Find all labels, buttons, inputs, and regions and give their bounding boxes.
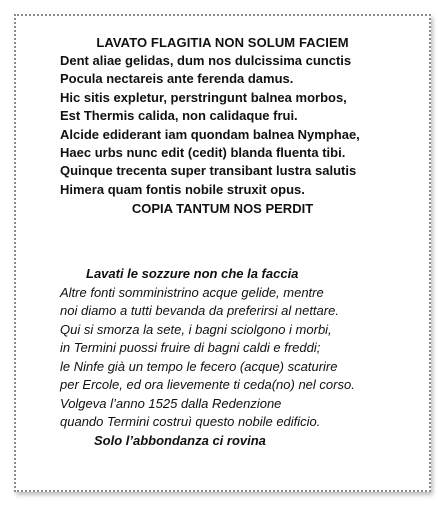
italian-line: per Ercole, ed ora lievemente ti ceda(no) nel corso. (60, 377, 355, 392)
latin-line: Himera quam fontis nobile struxit opus. (60, 181, 305, 197)
inscription-content (16, 16, 429, 490)
latin-line: Quinque trecenta super transibant lustra salutis (60, 163, 357, 179)
latin-line: Est Thermis calida, non calidaque frui. (60, 108, 298, 124)
italian-line: in Termini puossi fruire di bagni caldi e freddi; (60, 340, 321, 355)
italian-line: Volgeva l’anno 1525 dalla Redenzione (60, 395, 282, 411)
inscription-frame (14, 14, 431, 492)
latin-line: Hic sitis expletur, perstringunt balnea morbos, (60, 89, 347, 105)
italian-line: noi diamo a tutti bevanda da preferirsi al nettare. (60, 303, 339, 318)
latin-title: LAVATO FLAGITIA NON SOLUM FACIEM (96, 35, 349, 50)
latin-line: Dent aliae gelidas, dum nos dulcissima cunctis (60, 53, 352, 68)
latin-line: Pocula nectareis ante ferenda damus. (60, 71, 294, 87)
italian-line: Qui si smorza la sete, i bagni sciolgono i morbi, (60, 321, 332, 337)
italian-title: Lavati le sozzure non che la faccia (86, 266, 299, 281)
latin-line: Haec urbs nunc edit (cedit) blanda fluenta tibi. (60, 145, 346, 161)
italian-line: le Ninfe già un tempo le fecero (acque) scaturire (60, 358, 338, 374)
latin-inscription (16, 34, 429, 218)
latin-motto: COPIA TANTUM NOS PERDIT (131, 201, 314, 217)
italian-line: Altre fonti somministrino acque gelide, mentre (60, 284, 324, 300)
italian-motto: Solo l’abbondanza ci rovina (94, 432, 266, 448)
italian-translation (16, 265, 429, 450)
latin-line: Alcide ediderant iam quondam balnea Nymphae, (60, 126, 360, 142)
italian-line: quando Termini costruì questo nobile edificio. (60, 414, 321, 429)
